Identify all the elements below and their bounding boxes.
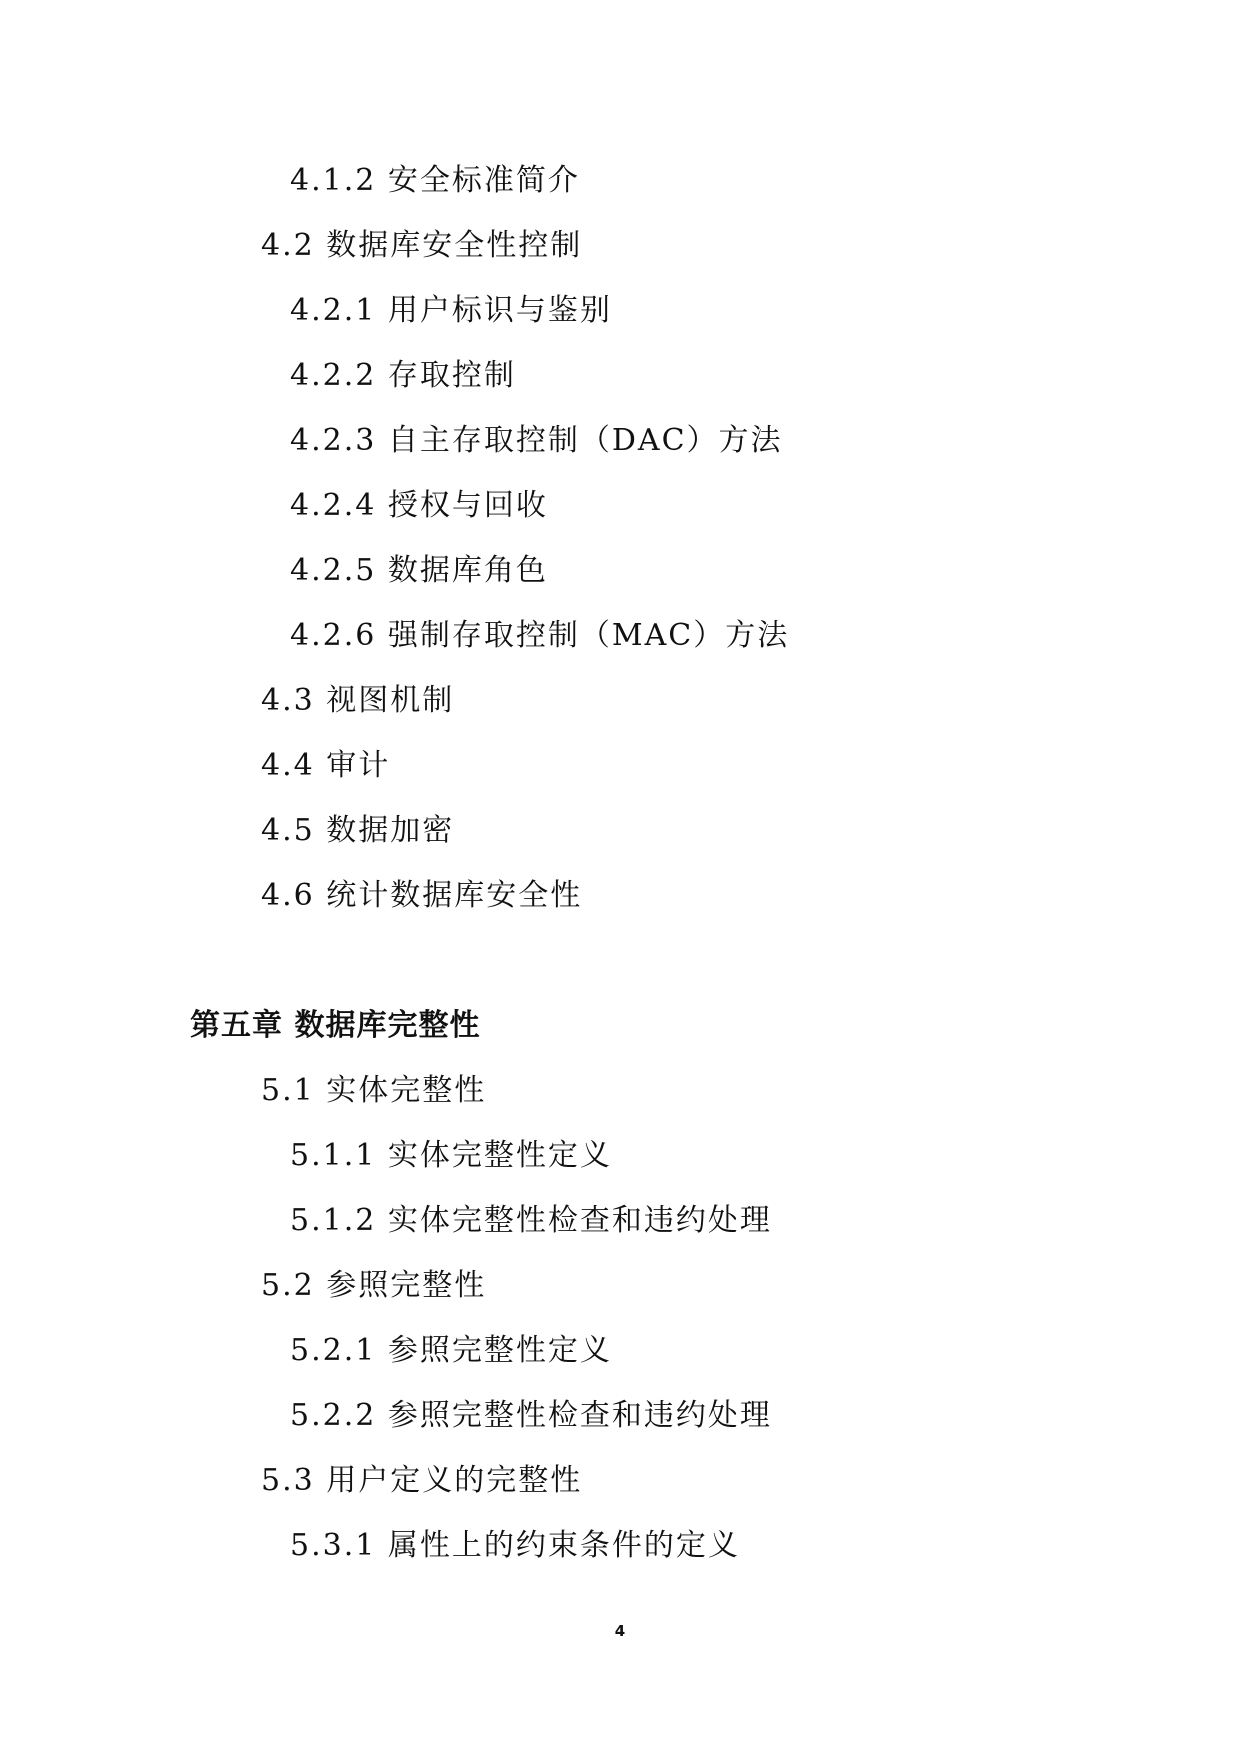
- chapter-heading: 第五章 数据库完整性: [190, 1008, 481, 1043]
- toc-entry-4-2-2: 4.2.2 存取控制: [290, 358, 516, 393]
- toc-entry-4-2: 4.2 数据库安全性控制: [261, 228, 583, 263]
- toc-entry-5-3: 5.3 用户定义的完整性: [261, 1463, 583, 1498]
- toc-entry-4-4: 4.4 审计: [261, 748, 391, 783]
- toc-entry-4-5: 4.5 数据加密: [261, 813, 455, 848]
- toc-entry-4-2-4: 4.2.4 授权与回收: [290, 488, 548, 523]
- toc-entry-4-2-3: 4.2.3 自主存取控制（DAC）方法: [290, 423, 783, 458]
- toc-entry-5-3-1: 5.3.1 属性上的约束条件的定义: [290, 1528, 740, 1563]
- toc-entry-5-1-2: 5.1.2 实体完整性检查和违约处理: [290, 1203, 772, 1238]
- toc-entry-5-2: 5.2 参照完整性: [261, 1268, 487, 1303]
- toc-entry-5-2-2: 5.2.2 参照完整性检查和违约处理: [290, 1398, 772, 1433]
- toc-entry-4-2-6: 4.2.6 强制存取控制（MAC）方法: [290, 618, 790, 653]
- toc-entry-4-1-2: 4.1.2 安全标准简介: [290, 163, 580, 198]
- toc-entry-4-2-1: 4.2.1 用户标识与鉴别: [290, 293, 612, 328]
- toc-entry-4-3: 4.3 视图机制: [261, 683, 455, 718]
- toc-entry-5-1-1: 5.1.1 实体完整性定义: [290, 1138, 612, 1173]
- toc-entry-5-1: 5.1 实体完整性: [261, 1073, 487, 1108]
- page-number: 4: [614, 1622, 626, 1640]
- toc-entry-5-2-1: 5.2.1 参照完整性定义: [290, 1333, 612, 1368]
- toc-entry-4-2-5: 4.2.5 数据库角色: [290, 553, 548, 588]
- toc-entry-4-6: 4.6 统计数据库安全性: [261, 878, 583, 913]
